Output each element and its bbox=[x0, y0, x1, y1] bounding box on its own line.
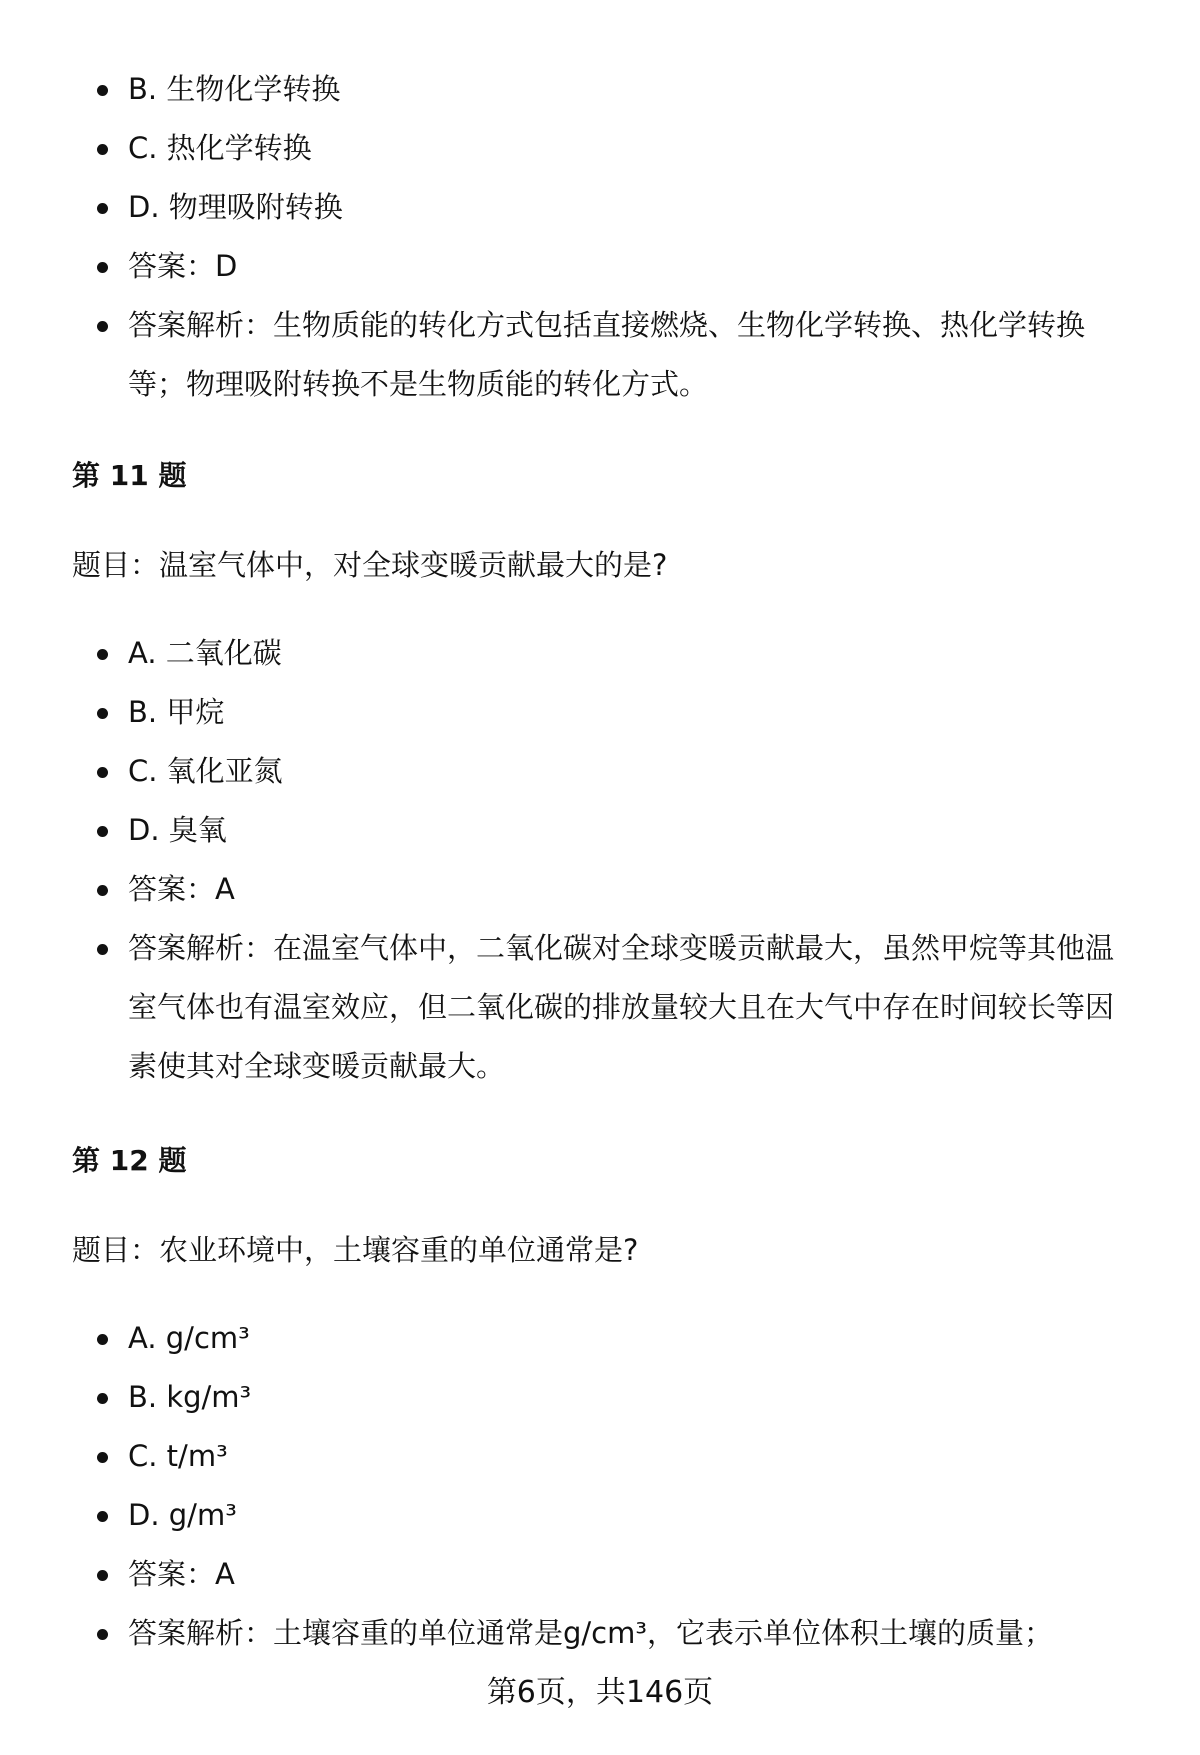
bullet-icon bbox=[97, 826, 108, 837]
bullet-icon bbox=[97, 262, 108, 273]
list-item bbox=[0, 801, 1200, 860]
option-text: C. t/m³ bbox=[128, 1439, 228, 1473]
list-item bbox=[0, 1427, 1200, 1486]
bullet-icon bbox=[97, 1452, 108, 1463]
answer-text: 答案：A bbox=[128, 1557, 235, 1591]
list-item bbox=[0, 1545, 1200, 1604]
bullet-icon bbox=[97, 649, 108, 660]
bullet-icon bbox=[97, 1629, 108, 1640]
list-item bbox=[0, 60, 1200, 119]
option-text: B. 生物化学转换 bbox=[128, 72, 341, 106]
list-item bbox=[0, 1368, 1200, 1427]
option-text: D. 臭氧 bbox=[128, 813, 227, 847]
q12-answer-block bbox=[0, 1309, 1200, 1663]
bullet-icon bbox=[97, 1393, 108, 1404]
q12-options-list bbox=[0, 1309, 1200, 1663]
option-text: B. kg/m³ bbox=[128, 1380, 252, 1414]
list-item bbox=[0, 1604, 1200, 1663]
option-text: A. g/cm³ bbox=[128, 1321, 250, 1355]
bullet-icon bbox=[97, 144, 108, 155]
option-text: A. 二氧化碳 bbox=[128, 636, 282, 670]
bullet-icon bbox=[97, 321, 108, 332]
option-text: D. g/m³ bbox=[128, 1498, 237, 1532]
prev-question-block bbox=[0, 60, 1200, 414]
explanation-text: 答案解析：土壤容重的单位通常是g/cm³，它表示单位体积土壤的质量； bbox=[128, 1616, 1053, 1650]
option-text: D. 物理吸附转换 bbox=[128, 190, 343, 224]
answer-text: 答案：A bbox=[128, 872, 235, 906]
page-number-footer: 第6页，共146页 bbox=[486, 1675, 714, 1710]
bullet-icon bbox=[97, 767, 108, 778]
question-text-11: 题目：温室气体中，对全球变暖贡献最大的是? bbox=[72, 548, 668, 582]
question-text-12: 题目：农业环境中，土壤容重的单位通常是? bbox=[72, 1233, 639, 1267]
bullet-icon bbox=[97, 944, 108, 955]
bullet-icon bbox=[97, 1570, 108, 1581]
list-item bbox=[0, 178, 1200, 237]
prev-options-list bbox=[0, 60, 1200, 414]
list-item bbox=[0, 742, 1200, 801]
option-text: B. 甲烷 bbox=[128, 695, 225, 729]
list-item bbox=[0, 237, 1200, 296]
bullet-icon bbox=[97, 203, 108, 214]
explanation-text: 答案解析：生物质能的转化方式包括直接燃烧、生物化学转换、热化学转换等；物理吸附转换不是生物质能的转化方式。 bbox=[128, 308, 1086, 401]
bullet-icon bbox=[97, 1334, 108, 1345]
bullet-icon bbox=[97, 85, 108, 96]
explanation-text: 答案解析：在温室气体中，二氧化碳对全球变暖贡献最大，虽然甲烷等其他温室气体也有温室效应，但二氧化碳的排放量较大且在大气中存在时间较长等因素使其对全球变暖贡献最大。 bbox=[128, 931, 1115, 1083]
bullet-icon bbox=[97, 885, 108, 896]
option-text: C. 热化学转换 bbox=[128, 131, 312, 165]
list-item bbox=[0, 1309, 1200, 1368]
list-item bbox=[0, 296, 1200, 414]
bullet-icon bbox=[97, 708, 108, 719]
answer-text: 答案：D bbox=[128, 249, 238, 283]
q11-answer-block bbox=[0, 624, 1200, 1096]
list-item bbox=[0, 624, 1200, 683]
list-item bbox=[0, 1486, 1200, 1545]
bullet-icon bbox=[97, 1511, 108, 1522]
list-item bbox=[0, 919, 1200, 1096]
list-item bbox=[0, 683, 1200, 742]
question-heading-12: 第 12 题 bbox=[72, 1144, 187, 1177]
list-item bbox=[0, 860, 1200, 919]
option-text: C. 氧化亚氮 bbox=[128, 754, 283, 788]
question-heading-11: 第 11 题 bbox=[72, 459, 187, 492]
q11-options-list bbox=[0, 624, 1200, 1096]
list-item bbox=[0, 119, 1200, 178]
